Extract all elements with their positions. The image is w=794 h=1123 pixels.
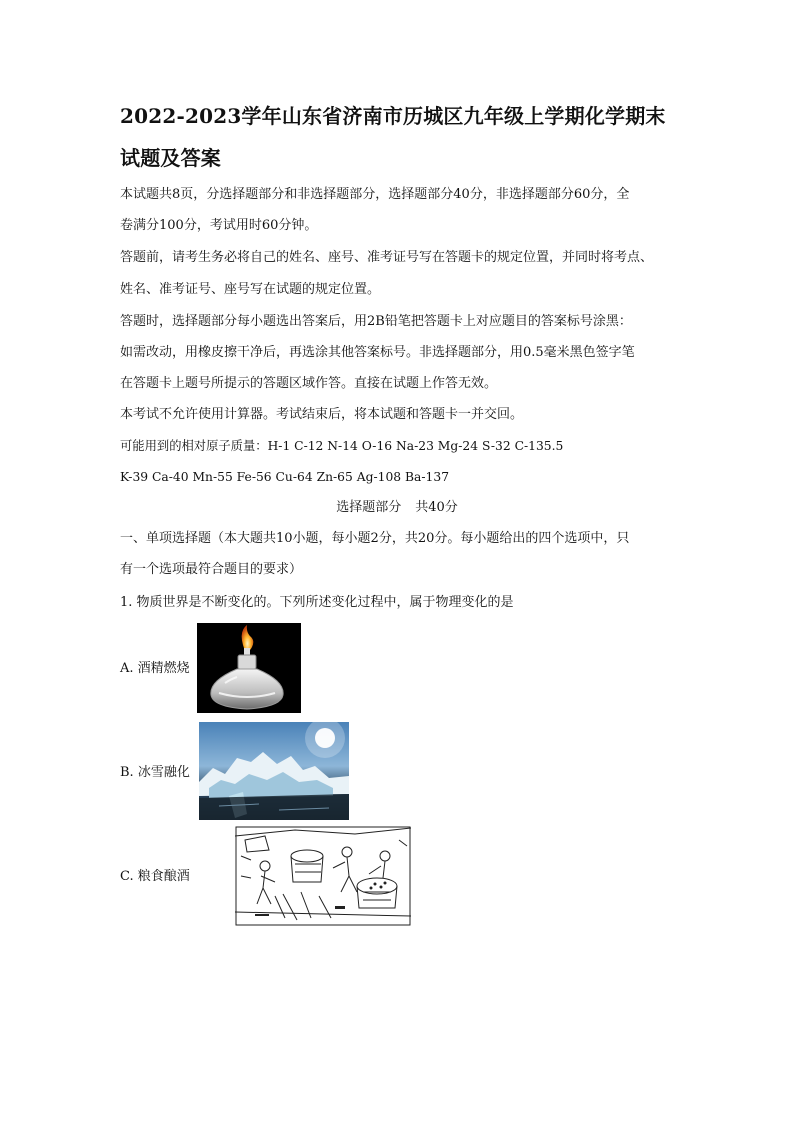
atomic-mass-line: K-39 Ca-40 Mn-55 Fe-56 Cu-64 Zn-65 Ag-108 Ba-137 <box>120 470 450 484</box>
section-score: 共40分 <box>415 500 458 515</box>
part-heading-line: 有一个选项最符合题目的要求） <box>120 562 303 577</box>
grain-wine-brewing-woodcut-image <box>235 826 411 926</box>
atomic-mass-line: 可能用到的相对原子质量：H-1 C-12 N-14 O-16 Na-23 Mg-24 S-32 C-135.5 <box>120 439 564 453</box>
option-c-label: C. 粮食酿酒 <box>120 869 190 884</box>
instruction-line: 如需改动，用橡皮擦干净后，再选涂其他答案标号。非选择题部分，用0.5毫米黑色签字笔 <box>120 345 635 360</box>
instruction-line: 答题时，选择题部分每小题选出答案后，用2B铅笔把答题卡上对应题目的答案标号涂黑： <box>120 314 632 329</box>
part-heading-line: 一、单项选择题（本大题共10小题，每小题2分，共20分。每小题给出的四个选项中，只 <box>120 531 630 546</box>
option-a-label: A. 酒精燃烧 <box>120 661 190 676</box>
section-heading <box>0 499 794 517</box>
question-stem: 1. 物质世界是不断变化的。下列所述变化过程中，属于物理变化的是 <box>120 595 514 610</box>
alcohol-lamp-image <box>197 623 301 713</box>
instruction-line: 本试题共8页，分选择题部分和非选择题部分，选择题部分40分，非选择题部分60分，全 <box>120 187 630 202</box>
instruction-line: 答题前，请考生务必将自己的姓名、座号、准考证号写在答题卡的规定位置，并同时将考点、 <box>120 250 654 265</box>
exam-title-line-2: 试题及答案 <box>120 146 221 170</box>
instruction-line: 本考试不允许使用计算器。考试结束后，将本试题和答题卡一并交回。 <box>120 407 524 422</box>
melting-ice-image <box>199 722 349 820</box>
option-b-label: B. 冰雪融化 <box>120 765 190 780</box>
section-name: 选择题部分 <box>336 500 402 515</box>
exam-title-line-1: 2022-2023学年山东省济南市历城区九年级上学期化学期末 <box>120 104 666 128</box>
instruction-line: 姓名、准考证号、座号写在试题的规定位置。 <box>120 282 381 297</box>
instruction-line: 卷满分100分，考试用时60分钟。 <box>120 218 318 233</box>
instruction-line: 在答题卡上题号所提示的答题区域作答。直接在试题上作答无效。 <box>120 376 498 391</box>
